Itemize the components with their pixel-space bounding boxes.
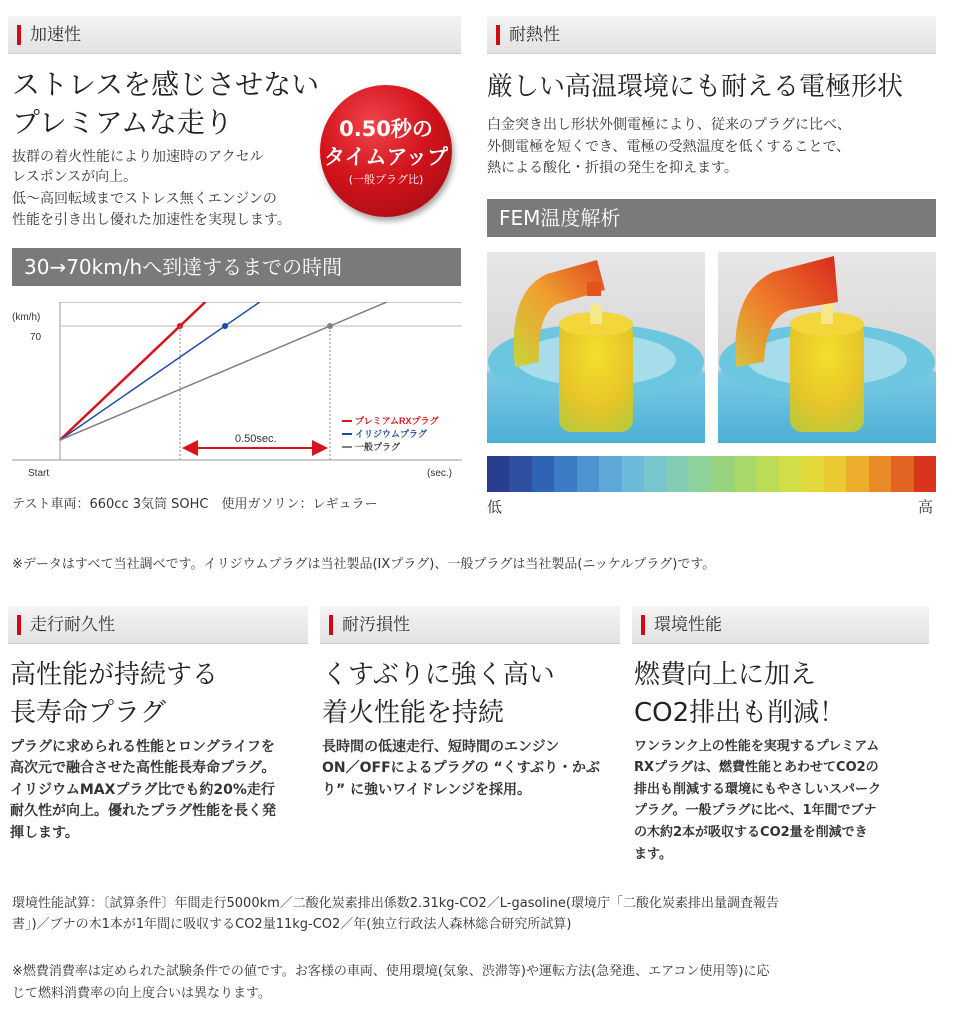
fouling-section-header	[320, 606, 620, 644]
footnote-eco-calc-line1: 環境性能試算：〔試算条件〕年間走行5000km／二酸化炭素排出係数2.31kg-CO2／L-gasoline(環境庁「二酸化炭素排出量調査報告	[12, 896, 779, 911]
chart-series-line	[60, 302, 260, 440]
durability-section-header	[8, 606, 308, 644]
scale-swatch	[779, 456, 801, 492]
scale-swatch	[554, 456, 576, 492]
fouling-headline-line2: 着火性能を持続	[322, 698, 505, 728]
chart-y-unit-label: (km/h)	[12, 312, 41, 323]
fouling-body-line1: 長時間の低速走行、短時間のエンジン	[322, 739, 560, 755]
eco-body-line1: ワンランク上の性能を実現するプレミアム	[634, 739, 880, 754]
accel-body-line4: 性能を引き出し優れた加速性を実現します。	[12, 212, 291, 228]
test-vehicle-note: テスト車両：660cc 3気筒 SOHC 使用ガソリン：レギュラー	[12, 497, 378, 512]
durability-body-line3: イリジウムMAXプラグ比でも約20%走行	[10, 782, 275, 798]
temperature-color-scale	[487, 456, 936, 492]
eco-body-line4: プラグ。一般プラグに比べ、1年間でブナ	[634, 803, 877, 818]
scale-high-label: 高	[918, 498, 934, 516]
eco-section-title: 環境性能	[654, 615, 722, 635]
scale-swatch	[869, 456, 891, 492]
fouling-body-line2: ON／OFFによるプラグの “くすぶり・かぶ	[322, 760, 601, 776]
heat-headline: 厳しい高温環境にも耐える電極形状	[487, 72, 904, 102]
eco-body-line5: の木約2本が吸収するCO2量を削減でき	[634, 825, 868, 840]
scale-swatch	[914, 456, 936, 492]
footnote-eco-calc-line2: 書」)／ブナの木1本が1年間に吸収するCO2量11kg-CO2／年(独立行政法人森林総合研究所試算)	[12, 917, 572, 932]
footnote-fuel-line1: ※燃費消費率は定められた試験条件での値です。お客様の車両、使用環境(気象、渋滞等)や運転方法(急発進、エアコン使用等)に応	[12, 964, 770, 979]
header-accent-bar	[329, 615, 333, 635]
acceleration-chart	[12, 302, 462, 482]
eco-headline-line1: 燃費向上に加え	[634, 660, 817, 690]
chart-legend-label: プレミアムRXプラグ	[355, 416, 439, 426]
scale-swatch	[509, 456, 531, 492]
scale-swatch	[824, 456, 846, 492]
durability-body-line5: 揮します。	[10, 825, 79, 841]
durability-body-line4: 耐久性が向上。優れたプラグ性能を長く発	[10, 803, 276, 819]
fem-image-premium	[718, 252, 936, 443]
chart-difference-label: 0.50sec.	[235, 433, 277, 445]
eco-body-line2: RXプラグは、燃費性能とあわせてCO2の	[634, 760, 879, 775]
fem-title: FEM温度解析	[487, 199, 936, 237]
header-accent-bar	[496, 25, 500, 45]
eco-body-line6: ます。	[634, 847, 672, 862]
badge-line3: (一般プラグ比)	[348, 173, 424, 186]
durability-headline-line2: 長寿命プラグ	[10, 698, 167, 728]
accel-body-line2: レスポンスが向上。	[12, 169, 138, 185]
scale-swatch	[644, 456, 666, 492]
chart-x-unit-label: (sec.)	[427, 468, 452, 479]
footnote-fuel-line2: じて燃料消費率の向上度合いは異なります。	[12, 986, 271, 1001]
badge-line1: 0.50秒の	[339, 117, 433, 141]
chart-series-line	[60, 302, 387, 440]
accel-section-header	[8, 16, 461, 54]
durability-section-title: 走行耐久性	[30, 615, 115, 635]
chart-legend-label: 一般プラグ	[355, 442, 401, 452]
eco-section-header	[632, 606, 929, 644]
durability-headline-line1: 高性能が持続する	[10, 660, 219, 690]
chart-series-line	[60, 302, 205, 440]
heat-body-line1: 白金突き出し形状外側電極により、従来のプラグに比べ、	[487, 117, 851, 133]
durability-body-line2: 高次元で融合させた高性能長寿命プラグ。	[10, 760, 276, 776]
heat-section-title: 耐熱性	[509, 25, 560, 45]
chart-legend-label: イリジウムプラグ	[355, 429, 427, 439]
scale-swatch	[891, 456, 913, 492]
fem-image-conventional	[487, 252, 705, 443]
heat-body-line3: 熱による酸化・折損の発生を抑えます。	[487, 160, 738, 176]
scale-swatch	[622, 456, 644, 492]
durability-body-line1: プラグに求められる性能とロングライフを	[10, 739, 275, 755]
time-up-badge	[320, 85, 452, 217]
scale-swatch	[599, 456, 621, 492]
scale-swatch	[667, 456, 689, 492]
accel-headline-line1: ストレスを感じさせない	[12, 68, 320, 101]
scale-swatch	[487, 456, 509, 492]
accel-headline-line2: プレミアムな走り	[12, 106, 233, 139]
scale-swatch	[532, 456, 554, 492]
scale-swatch	[689, 456, 711, 492]
eco-body-line3: 排出も削減する環境にもやさしいスパーク	[634, 782, 882, 797]
header-accent-bar	[641, 615, 645, 635]
scale-swatch	[577, 456, 599, 492]
scale-swatch	[801, 456, 823, 492]
accel-chart-title: 30→70km/hへ到達するまでの時間	[12, 248, 461, 286]
eco-headline-line2: CO2排出も削減！	[634, 698, 846, 728]
scale-swatch	[734, 456, 756, 492]
chart-series-point	[222, 323, 228, 329]
footnote-data-source: ※データはすべて当社調べです。イリジウムプラグは当社製品(IXプラグ)、一般プラグは当社製品(ニッケルプラグ)です。	[12, 557, 716, 572]
fouling-body-line3: り” に強いワイドレンジを採用。	[322, 782, 531, 798]
badge-line2: タイムアップ	[323, 145, 449, 169]
fouling-section-title: 耐汚損性	[342, 615, 410, 635]
fouling-headline-line1: くすぶりに強く高い	[322, 660, 555, 690]
header-accent-bar	[17, 615, 21, 635]
scale-swatch	[712, 456, 734, 492]
header-accent-bar	[17, 25, 21, 45]
scale-low-label: 低	[487, 498, 503, 516]
chart-y-tick-label: 70	[30, 332, 42, 343]
accel-body-line3: 低〜高回転域までストレス無くエンジンの	[12, 191, 277, 207]
scale-swatch	[846, 456, 868, 492]
accel-section-title: 加速性	[30, 25, 81, 45]
heat-section-header	[487, 16, 936, 54]
scale-swatch	[756, 456, 778, 492]
accel-body-line1: 抜群の着火性能により加速時のアクセル	[12, 149, 264, 165]
chart-x-start-label: Start	[28, 468, 50, 479]
heat-body-line2: 外側電極を短くでき、電極の受熱温度を低くすることで、	[487, 139, 851, 155]
